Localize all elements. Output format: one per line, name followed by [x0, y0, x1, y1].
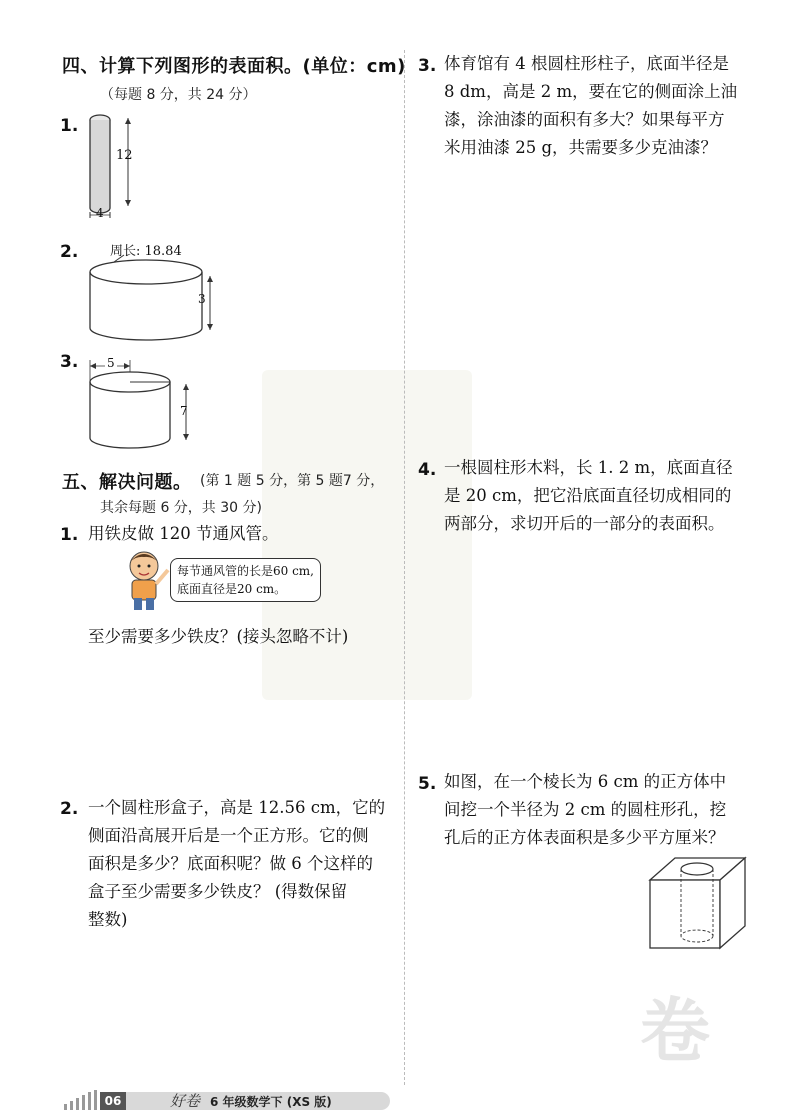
s5-q3-line: 8 dm，高是 2 m，要在它的侧面涂上油 [444, 82, 738, 101]
s5-q5-number: 5. [418, 774, 437, 794]
s5-q4-line: 是 20 cm，把它沿底面直径切成相同的 [444, 486, 732, 505]
bubble-line1: 每节通风管的长是60 cm, [177, 564, 314, 578]
s5-q1-speech-bubble [170, 558, 321, 602]
page-footer [60, 1090, 350, 1112]
s5-q2-line: 侧面沿高展开后是一个正方形。它的侧 [88, 826, 369, 845]
column-divider [404, 50, 405, 1085]
section4-note: （每题 8 分，共 24 分） [100, 87, 257, 103]
s4-q1-diameter-label: 4 [96, 206, 104, 220]
boy-character-illustration [118, 548, 174, 614]
s4-q2-height-label: 3 [198, 292, 206, 306]
bubble-line2: 底面直径是20 cm。 [177, 582, 287, 596]
s5-q3-text [444, 50, 764, 162]
book-title: 6 年级数学下 (XS 版) [210, 1095, 332, 1109]
s5-q1-question: 至少需要多少铁皮？(接头忽略不计) [88, 627, 349, 646]
footer-stripes [60, 1090, 100, 1110]
s5-q3-line: 米用油漆 25 g，共需要多少克油漆？ [444, 138, 718, 157]
s5-q3-number: 3. [418, 56, 437, 76]
s4-q3-radius-label: 5 [107, 356, 115, 370]
s5-q5-line: 间挖一个半径为 2 cm 的圆柱形孔，挖 [444, 800, 727, 819]
s5-q1-number: 1. [60, 525, 79, 545]
s5-q4-line: 一根圆柱形木料，长 1. 2 m，底面直径 [444, 458, 733, 477]
s4-q1-height-label: 12 [116, 148, 133, 163]
page-number: 06 [100, 1092, 126, 1110]
s5-q2-number: 2. [60, 799, 79, 819]
s5-q4-number: 4. [418, 460, 437, 480]
s5-q5-text [444, 768, 764, 852]
s5-q1-text: 用铁皮做 120 节通风管。 [88, 524, 279, 543]
s4-q3-height-label: 7 [180, 404, 188, 418]
s5-q3-line: 体育馆有 4 根圆柱形柱子，底面半径是 [444, 54, 729, 73]
s4-q3-number: 3. [60, 352, 79, 372]
s4-q2-number: 2. [60, 242, 79, 262]
s4-q2-perimeter-label: 周长: 18.84 [110, 244, 182, 259]
section5-title: 五、解决问题。 [62, 472, 192, 493]
section5-note-line2: 其余每题 6 分，共 30 分) [100, 500, 262, 516]
s5-q4-text [444, 454, 764, 538]
s4-q1-number: 1. [60, 116, 79, 136]
s5-q2-line: 整数) [88, 910, 128, 929]
cube-with-hole-figure [640, 850, 750, 955]
section4-title: 四、计算下列图形的表面积。(单位：cm) [62, 56, 406, 77]
brand-logo: 好卷 [170, 1092, 201, 1110]
cylinder-with-radius-figure [84, 352, 204, 452]
s5-q5-line: 孔后的正方体表面积是多少平方厘米？ [444, 828, 725, 847]
s5-q4-line: 两部分，求切开后的一部分的表面积。 [444, 514, 725, 533]
tall-cylinder-figure [80, 108, 160, 228]
stamp-character: 卷 [640, 990, 710, 1072]
s5-q2-line: 一个圆柱形盒子，高是 12.56 cm，它的 [88, 798, 386, 817]
section5-note-line1: (第 1 题 5 分，第 5 题7 分， [200, 473, 385, 489]
s5-q2-text [88, 794, 388, 934]
s5-q2-line: 面积是多少？底面积呢？做 6 个这样的 [88, 854, 373, 873]
s5-q5-line: 如图，在一个棱长为 6 cm 的正方体中 [444, 772, 727, 791]
s5-q3-line: 漆，涂油漆的面积有多大？如果每平方 [444, 110, 725, 129]
s5-q2-line: 盒子至少需要多少铁皮？ (得数保留 [88, 882, 348, 901]
